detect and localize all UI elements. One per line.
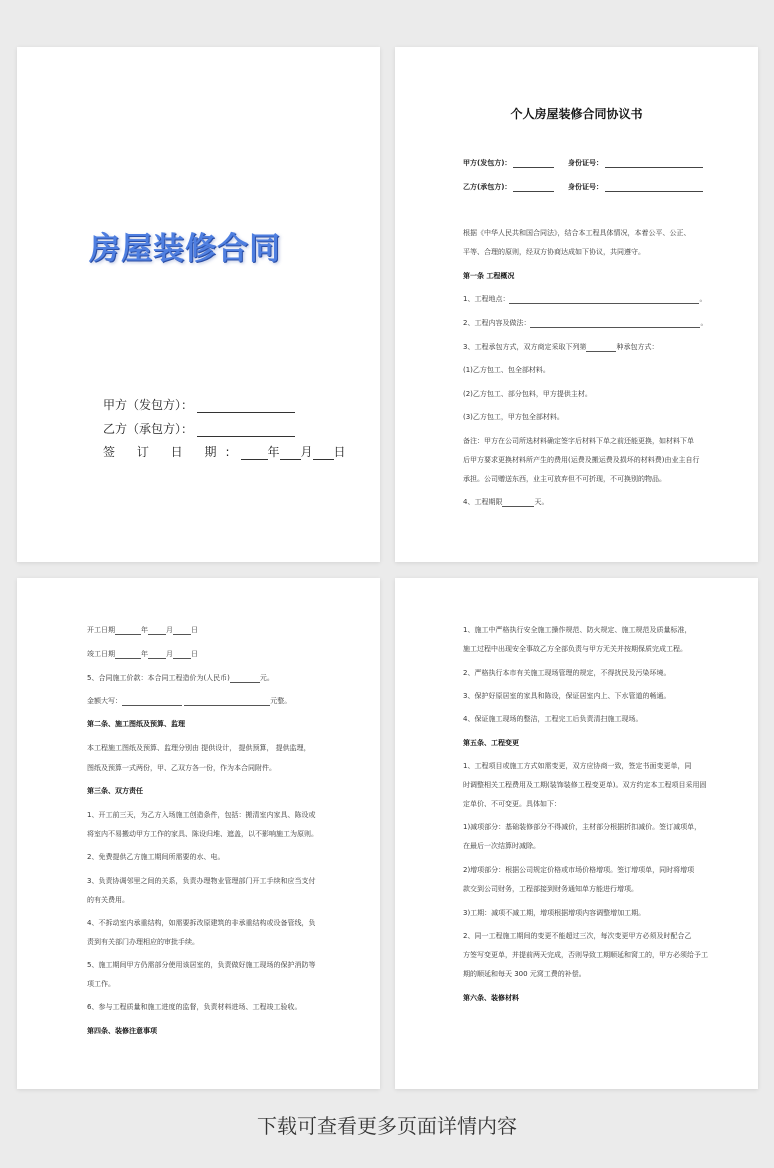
change-2-line-1: 1)减项部分：基础装修部分不得减价，主材部分根据折扣减价。签订减项单， [463,823,702,831]
month-label: 月 [300,445,313,459]
article-1-heading: 第一条 工程概况 [463,272,515,280]
intro-line-2: 平等、合理的原则，经双方协商达成如下协议，共同遵守。 [463,248,645,256]
duty-2: 2、免费提供乙方施工期间所需要的水、电。 [87,853,225,861]
party-a-label: 甲方(发包方)： [463,159,512,167]
note-4: 4、保证施工现场的整洁，工程完工后负责清扫施工现场。 [463,715,643,723]
id-b-field [568,182,703,192]
price-suffix: 元。 [259,674,274,682]
party-b-field [463,182,554,192]
month-blank [280,447,301,460]
note-3: 3、保护好原居室的家具和陈设，保证居室内上、下水管道的畅通。 [463,692,671,700]
change-5-line-2: 方签写变更单，并提前两天完成，否则导致工期顺延和窝工的，甲方必须给予工 [463,951,708,959]
amount-blank-1 [122,698,182,706]
item-3-suffix: 种承包方式： [616,343,659,351]
start-year-label: 年 [141,626,148,634]
item-2: 2、工程内容及做法： 。 [463,319,708,327]
item-3-blank [586,344,616,352]
duty-1-line-1: 1、开工前三天，为乙方入场施工创造条件，包括：搬清室内家具、陈设或 [87,811,316,819]
id-b-label: 身份证号： [568,183,603,191]
sign-date-label: 签 订 日 期: [103,445,239,459]
change-4: 3)工期：减项不减工期，增项根据增项内容调整增加工期。 [463,909,646,917]
contract-page-3 [17,578,380,1089]
change-3-line-1: 2)增项部分：根据公司规定价格或市场价格增项。签订增项单，同时将增项 [463,866,695,874]
start-day-blank [173,627,191,635]
party-a-field [463,158,554,168]
amount-in-words [87,697,291,706]
note-line-1: 备注：甲方在公司所选材料确定签字后材料下单之前还能更换，如材料下单 [463,437,694,445]
party-a-blank [513,160,554,168]
item-4 [463,498,548,507]
item-4-blank [502,499,534,507]
note-line-2: 后甲方要求更换材料所产生的费用(运费及搬运费及损坏的材料费)由业主自行 [463,456,700,464]
note-line-3: 承担。公司赠送东西，业主可放弃但不可折现，不可换别的物品。 [463,475,666,483]
article-3-heading: 第三条、双方责任 [87,787,143,795]
option-2: (2)乙方包工、部分包料，甲方提供主材。 [463,390,592,398]
article-2-heading: 第二条、施工图纸及预算、监理 [87,720,185,728]
cover-page [17,47,380,562]
start-date [87,626,198,635]
article-4-heading: 第四条、装修注意事项 [87,1027,157,1035]
party-a-row [103,396,295,413]
price-label: 5、合同施工价款：本合同工程造价为(人民币) [87,674,230,682]
id-a-blank [605,160,703,168]
amount-label: 金额大写： [87,697,122,705]
party-b-label: 乙方(承包方)： [463,183,512,191]
party-b-row [103,420,295,437]
year-blank [241,447,268,460]
start-day-label: 日 [191,626,198,634]
duty-3-line-1: 3、负责协调邻里之间的关系，负责办理物业管理部门开工手续和应当支付 [87,877,316,885]
change-1-line-1: 1、工程项目或施工方式如需变更，双方应协商一致，签定书面变更单，同 [463,762,692,770]
party-b-blank [513,184,554,192]
end-year-label: 年 [141,650,148,658]
end-month-blank [148,651,166,659]
doc-title: 个人房屋装修合同协议书 [510,107,643,121]
duty-4-line-2: 责到有关部门办理相应的审批手续。 [87,938,199,946]
amount-suffix: 元整。 [270,697,292,705]
duty-4-line-1: 4、不拆动室内承重结构，如需要拆改原建筑的非承重结构或设备管线，负 [87,919,316,927]
item-4-label: 4、工程期限 [463,498,503,506]
change-5-line-3: 期的顺延和每天 300 元窝工费的补偿。 [463,970,586,978]
cover-title: 房屋装修合同 [89,231,281,267]
contract-page-4 [395,578,758,1089]
note-1-line-2: 施工过程中出现安全事故乙方全部负责与甲方无关并按期保质完成工程。 [463,645,687,653]
item-1: 1、工程地点： 。 [463,295,707,303]
contract-price [87,674,274,683]
end-date [87,650,198,659]
party-a-label: 甲方（发包方）： [103,398,194,412]
end-year-blank [115,651,141,659]
option-3: (3)乙方包工，甲方包全部材料。 [463,413,564,421]
item-3 [463,343,658,352]
change-2-line-2: 在最后一次结算时减除。 [463,842,540,850]
year-label: 年 [267,445,280,459]
start-year-blank [115,627,141,635]
change-5-line-1: 2、同一工程施工期间的变更不能超过三次，每次变更甲方必须及时配合乙 [463,932,692,940]
contract-page-2 [395,47,758,562]
duty-3-line-2: 的有关费用。 [87,896,129,904]
duty-6: 6、参与工程质量和施工进度的监督，负责材料进场、工程竣工验收。 [87,1003,302,1011]
item-1-label: 1、工程地点： [463,295,510,303]
item-2-label: 2、工程内容及做法： [463,319,531,327]
party-b-blank [197,424,295,437]
item-3-label: 3、工程承包方式，双方商定采取下列第 [463,343,587,351]
party-a-blank [197,400,295,413]
id-b-blank [605,184,703,192]
item-1-blank [509,296,699,304]
end-date-label: 竣工日期 [87,650,115,658]
end-month-label: 月 [166,650,173,658]
download-caption: 下载可查看更多页面详情内容 [257,1114,517,1138]
amount-blank-2 [184,698,270,706]
item-4-suffix: 天。 [534,498,549,506]
article-5-heading: 第五条、工程变更 [463,739,519,747]
duty-5-line-1: 5、施工期间甲方仍需部分使用该居室的，负责做好施工现场的保护消防等 [87,961,316,969]
change-1-line-2: 时调整相关工程费用及工期(装饰装修工程变更单)。双方约定本工程项目采用固 [463,781,707,789]
start-month-blank [148,627,166,635]
change-1-line-3: 定单价、不可变更。具体如下： [463,800,561,808]
price-blank [230,675,260,683]
note-1-line-1: 1、施工中严格执行安全施工操作规范、防火规定、施工规范及质量标准， [463,626,692,634]
art2-line-1: 本工程施工图纸及预算、监理分别由 提供设计， 提供预算， 提供监理， [87,744,311,752]
end-day-label: 日 [191,650,198,658]
sign-date-row [103,443,346,460]
intro-line-1: 根据《中华人民共和国合同法》，结合本工程具体情况，本着公平、公正、 [463,229,691,237]
start-date-label: 开工日期 [87,626,115,634]
id-a-field [568,158,703,168]
duty-1-line-2: 将室内不易搬动甲方工作的家具、陈设归堆、遮盖，以不影响施工为原则。 [87,830,318,838]
id-a-label: 身份证号： [568,159,603,167]
party-b-label: 乙方（承包方）： [103,422,194,436]
article-6-heading: 第六条、装修材料 [463,994,519,1002]
change-3-line-2: 款交到公司财务，工程部接到财务通知单方能进行增项。 [463,885,638,893]
duty-5-line-2: 项工作。 [87,980,115,988]
end-day-blank [173,651,191,659]
start-month-label: 月 [166,626,173,634]
art2-line-2: 图纸及预算一式两份，甲、乙双方各一份，作为本合同附件。 [87,764,276,772]
note-2: 2、严格执行本市有关施工现场管理的规定，不得扰民及污染环境。 [463,669,671,677]
item-2-blank [530,320,700,328]
day-label: 日 [333,445,346,459]
option-1: (1)乙方包工、包全部材料。 [463,366,550,374]
day-blank [313,447,334,460]
